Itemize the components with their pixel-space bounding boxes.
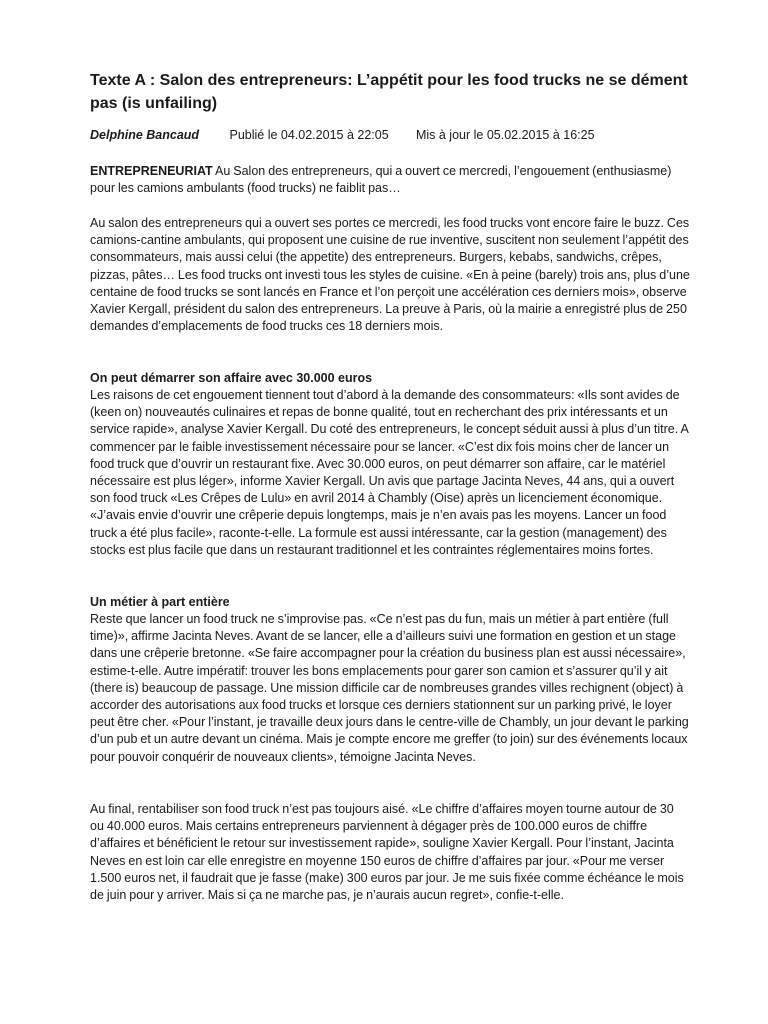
article-title: Texte A : Salon des entrepreneurs: L’appétit pour les food trucks ne se dément pas (is unfailing) xyxy=(90,72,688,112)
lead-kicker: ENTREPRENEURIAT xyxy=(90,164,213,178)
paragraph-intro: Au salon des entrepreneurs qui a ouvert ses portes ce mercredi, les food trucks vont encore faire le buzz. Ces camions-cantine ambulants, qui proposent une cuisine de rue inventive, suscitent non seulement l’appétit des consommateurs, mais aussi celui (the appetite) des entrepreneurs. Burgers, kebabs, sandwichs, crêpes, pizzas, pâtes… Les food trucks ont investi tous les styles de cuisine. «En à peine (barely) trois ans, plus d’une centaine de food trucks se sont lancés en France et l’on perçoit une accélération ces derniers mois», observe Xavier Kergall, président du salon des entrepreneurs. La preuve à Paris, où la mairie a enregistré plus de 250 demandes d’emplacements de food trucks ces 18 derniers mois. xyxy=(90,216,690,334)
section-paragraph-2: Reste que lancer un food truck ne s’improvise pas. «Ce n’est pas du fun, mais un métier à part entière (full time)», affirme Jacinta Neves. Avant de se lancer, elle a d’ailleurs suivi une formation en gestion et un stage dans une crêperie bretonne. «Se faire accompagner pour la création du business plan est aussi nécessaire», estime-t-elle. Autre impératif: trouver les bons emplacements pour garer son camion et s’assurer qu’il y ait (there is) beaucoup de passage. Une mission difficile car de nombreuses grandes villes rechignent (object) à accorder des autorisations aux food trucks et lorsque ces derniers stationnent sur un parking privé, le loyer peut être cher. «Pour l’instant, je travaille deux jours dans le centre-ville de Chambly, un jour devant le parking d’un pub et un autre devant un cinéma. Mais je compte encore me greffer (to join) sur des événements locaux pour pouvoir conquérir de nouveaux clients», témoigne Jacinta Neves. xyxy=(90,612,689,764)
lead-text: Au Salon des entrepreneurs, qui a ouvert ce mercredi, l’engouement (enthusiasme) pour les camions ambulants (food trucks) ne faiblit pas… xyxy=(90,164,672,196)
published-date: Publié le 04.02.2015 à 22:05 xyxy=(229,128,389,142)
section-paragraph-1: Les raisons de cet engouement tiennent tout d’abord à la demande des consommateurs: «Ils sont avides de (keen on) nouveautés culinaires et repas de bonne qualité, tout en recherchant des prix intéressants et un service rapide», analyse Xavier Kergall. Du coté des entrepreneurs, le concept séduit aussi à plus d’un titre. A commencer par le faible investissement nécessaire pour se lancer. «C’est dix fois moins cher de lancer un food truck que d’ouvrir un restaurant fixe. Avec 30.000 euros, on peut démarrer son affaire, car le matériel nécessaire est plus léger», informe Xavier Kergall. Un avis que partage Jacinta Neves, 44 ans, qui a ouvert son food truck «Les Crêpes de Lulu» en avril 2014 à Chambly (Oise) après un licenciement économique. «J’avais envie d’ouvrir une crêperie depuis longtemps, mais je n’en avais pas les moyens. Lancer un food truck a été plus facile», raconte-t-elle. La formule est aussi intéressante, car la gestion (management) des stocks est plus facile que dans un restaurant traditionnel et les contraintes réglementaires moins fortes. xyxy=(90,388,689,557)
section-heading-2: Un métier à part entière xyxy=(90,595,230,609)
section-heading-1: On peut démarrer son affaire avec 30.000 euros xyxy=(90,371,373,385)
lead-paragraph xyxy=(90,163,690,197)
updated-date: Mis à jour le 05.02.2015 à 16:25 xyxy=(415,128,595,142)
article-byline xyxy=(90,126,595,144)
paragraph-final: Au final, rentabiliser son food truck n’est pas toujours aisé. «Le chiffre d’affaires moyen tourne autour de 30 ou 40.000 euros. Mais certains entrepreneurs parviennent à dégager près de 100.000 euros de chiffre d’affaires et bénéficient le retour sur investissement rapide», souligne Xavier Kergall. Pour l’instant, Jacinta Neves en est loin car elle enregistre en moyenne 150 euros de chiffre d’affaires par jour. «Pour me verser 1.500 euros net, il faudrait que je fasse (make) 300 euros par jour. Je me suis fixée comme échéance le mois de juin pour y arriver. Mais si ça ne marche pas, je n’aurais aucun regret», confie-t-elle. xyxy=(90,802,684,903)
author-name: Delphine Bancaud xyxy=(90,128,200,142)
